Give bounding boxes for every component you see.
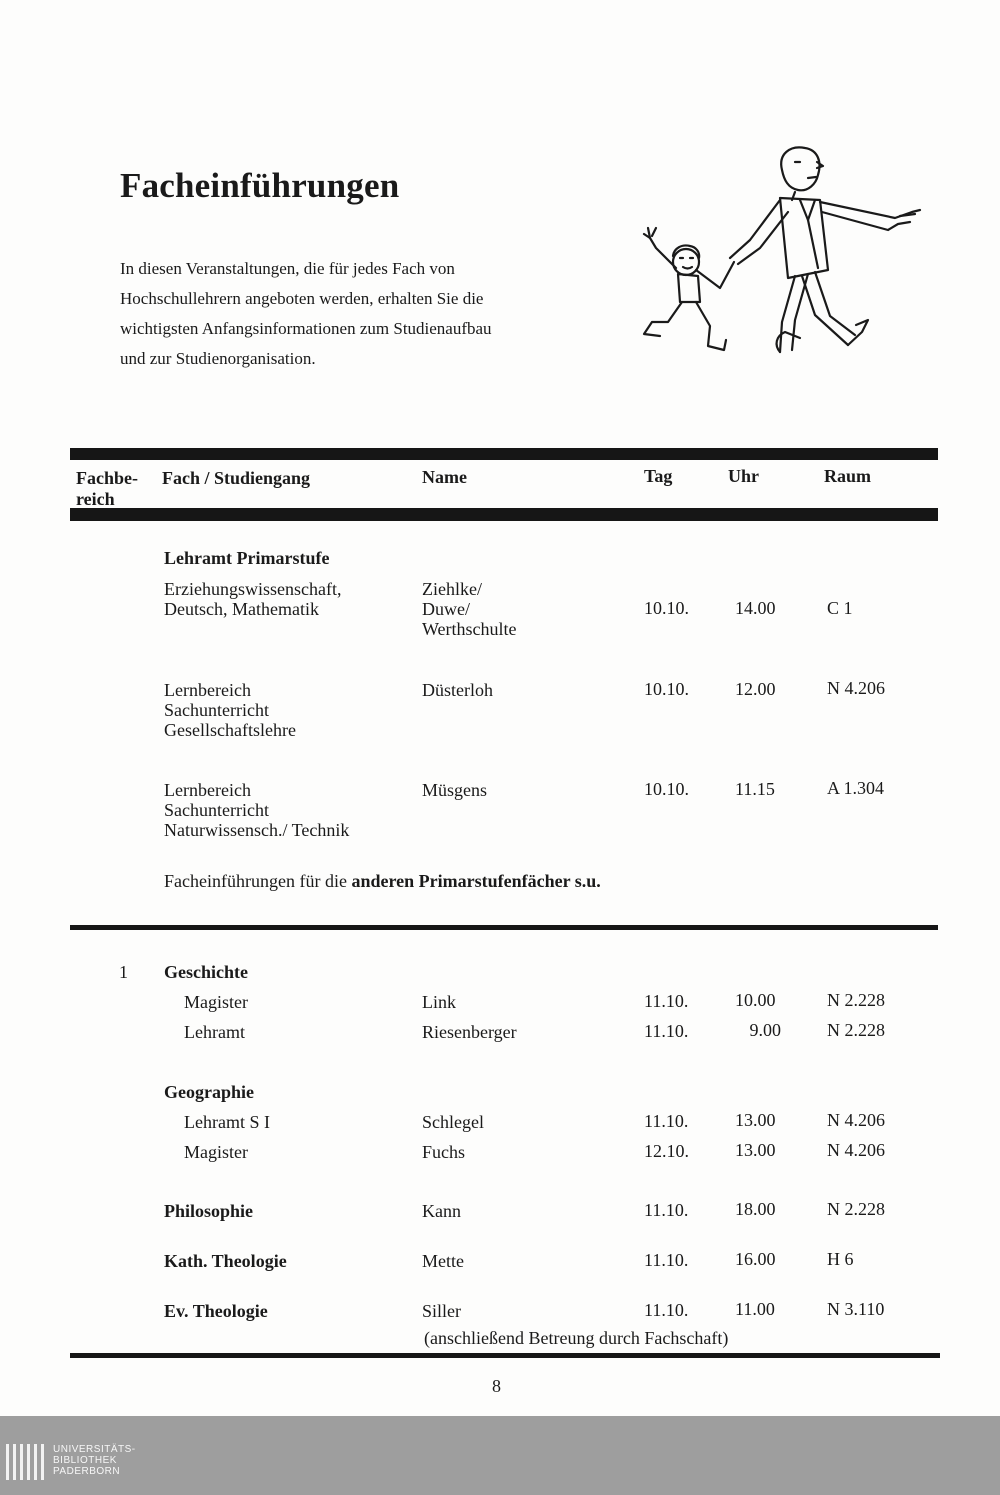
library-name bbox=[53, 1444, 136, 1477]
col-header-name: Name bbox=[422, 467, 467, 487]
table-row-tag: 11.10. bbox=[644, 991, 689, 1011]
fach-line: Sachunterricht bbox=[164, 700, 269, 720]
library-name-line: PADERBORN bbox=[53, 1466, 121, 1477]
table-row-raum: H 6 bbox=[827, 1249, 854, 1269]
intro-line: wichtigsten Anfangsinformationen zum Studienaufbau bbox=[120, 319, 492, 338]
library-name-line: UNIVERSITÄTS- bbox=[53, 1444, 136, 1455]
table-row-fach bbox=[164, 579, 341, 619]
table-row-name: Düsterloh bbox=[422, 680, 493, 700]
section-heading: Geschichte bbox=[164, 962, 248, 982]
table-bottom-rule bbox=[70, 1353, 940, 1358]
table-row-name: Schlegel bbox=[422, 1112, 484, 1132]
table-row-note: (anschließend Betreung durch Fachschaft) bbox=[424, 1328, 729, 1348]
table-row-uhr: 13.00 bbox=[735, 1140, 776, 1160]
primar-note bbox=[164, 871, 601, 891]
table-row-raum: N 2.228 bbox=[827, 990, 885, 1010]
fach-line: Deutsch, Mathematik bbox=[164, 599, 319, 619]
fach-line: Lernbereich bbox=[164, 780, 251, 800]
col-header-fachbereich-line2: reich bbox=[76, 489, 115, 509]
table-row-fach: Lehramt S I bbox=[184, 1112, 270, 1132]
primar-note-text: Facheinführungen für die bbox=[164, 871, 352, 891]
col-header-uhr: Uhr bbox=[728, 466, 759, 486]
table-row-uhr: 12.00 bbox=[735, 679, 776, 699]
page-number: 8 bbox=[492, 1376, 501, 1396]
fachbereich-number: 1 bbox=[119, 962, 128, 982]
fach-line: Gesellschaftslehre bbox=[164, 720, 296, 740]
table-row-fach: Magister bbox=[184, 992, 248, 1012]
table-row-raum: N 3.110 bbox=[827, 1299, 885, 1319]
table-row-name: Link bbox=[422, 992, 456, 1012]
intro-paragraph bbox=[120, 254, 590, 374]
table-row-raum: N 4.206 bbox=[827, 1140, 885, 1160]
fach-line: Lernbereich bbox=[164, 680, 251, 700]
col-header-fach: Fach / Studiengang bbox=[162, 468, 311, 488]
table-row-fach: Magister bbox=[184, 1142, 248, 1162]
table-row-tag: 10.10. bbox=[644, 598, 689, 618]
name-line: Duwe/ bbox=[422, 599, 470, 619]
table-row-name: Müsgens bbox=[422, 780, 488, 800]
table-row-tag: 11.10. bbox=[644, 1200, 689, 1220]
table-row-uhr: 11.15 bbox=[735, 779, 775, 799]
table-row-fach: Ev. Theologie bbox=[164, 1301, 268, 1321]
table-row-name: Kann bbox=[422, 1201, 461, 1221]
table-row-tag: 10.10. bbox=[644, 779, 689, 799]
table-row-uhr: 16.00 bbox=[735, 1249, 776, 1269]
table-row-raum: C 1 bbox=[827, 598, 853, 618]
table-row-fach bbox=[164, 780, 349, 840]
section-heading: Lehramt Primarstufe bbox=[164, 548, 330, 568]
table-row-fach bbox=[164, 680, 296, 740]
section-divider bbox=[70, 925, 938, 930]
table-row-name: Fuchs bbox=[422, 1142, 466, 1162]
table-row-tag: 11.10. bbox=[644, 1111, 689, 1131]
table-row-raum: N 4.206 bbox=[827, 678, 885, 698]
table-row-fach: Lehramt bbox=[184, 1022, 245, 1042]
fach-line: Erziehungswissenschaft, bbox=[164, 579, 342, 599]
col-header-fachbereich bbox=[76, 468, 138, 510]
table-row-name: Mette bbox=[422, 1251, 464, 1271]
table-row-name bbox=[422, 579, 517, 639]
table-row-uhr: 10.00 bbox=[735, 990, 776, 1010]
page-title: Facheinführungen bbox=[120, 166, 400, 205]
table-row-name: Siller bbox=[422, 1301, 461, 1321]
table-row-uhr: 13.00 bbox=[735, 1110, 776, 1130]
table-row-tag: 11.10. bbox=[644, 1300, 689, 1320]
table-row-uhr: 9.00 bbox=[749, 1020, 781, 1040]
table-row-uhr: 11.00 bbox=[735, 1299, 775, 1319]
name-line: Werthschulte bbox=[422, 619, 517, 639]
table-row-raum: N 2.228 bbox=[827, 1020, 885, 1040]
table-top-rule bbox=[70, 448, 938, 460]
intro-line: In diesen Veranstaltungen, die für jedes Fach von bbox=[120, 259, 455, 278]
col-header-fachbereich-line1: Fachbe- bbox=[76, 468, 138, 488]
table-header-rule bbox=[70, 508, 938, 521]
table-row-tag: 12.10. bbox=[644, 1141, 689, 1161]
table-row-fach: Kath. Theologie bbox=[164, 1251, 287, 1271]
primar-note-bold: anderen Primarstufenfächer s.u. bbox=[351, 871, 601, 891]
table-row-raum: A 1.304 bbox=[827, 778, 885, 798]
table-row-raum: N 4.206 bbox=[827, 1110, 885, 1130]
intro-line: und zur Studienorganisation. bbox=[120, 349, 316, 368]
table-row-fach: Philosophie bbox=[164, 1201, 254, 1221]
library-footer bbox=[0, 1416, 1000, 1495]
table-row-uhr: 14.00 bbox=[735, 598, 776, 618]
name-line: Ziehlke/ bbox=[422, 579, 482, 599]
library-logo-icon bbox=[6, 1444, 46, 1480]
col-header-tag: Tag bbox=[644, 466, 673, 486]
table-row-tag: 11.10. bbox=[644, 1250, 689, 1270]
fach-line: Sachunterricht bbox=[164, 800, 269, 820]
library-name-line: BIBLIOTHEK bbox=[53, 1455, 117, 1466]
section-heading: Geographie bbox=[164, 1082, 254, 1102]
table-row-raum: N 2.228 bbox=[827, 1199, 885, 1219]
table-row-uhr: 18.00 bbox=[735, 1199, 776, 1219]
table-row-name: Riesenberger bbox=[422, 1022, 517, 1042]
fach-line: Naturwissensch./ Technik bbox=[164, 820, 350, 840]
intro-line: Hochschullehrern angeboten werden, erhalten Sie die bbox=[120, 289, 484, 308]
walking-father-child-illustration bbox=[630, 140, 930, 365]
table-row-tag: 11.10. bbox=[644, 1021, 689, 1041]
col-header-raum: Raum bbox=[824, 466, 872, 486]
table-row-tag: 10.10. bbox=[644, 679, 689, 699]
